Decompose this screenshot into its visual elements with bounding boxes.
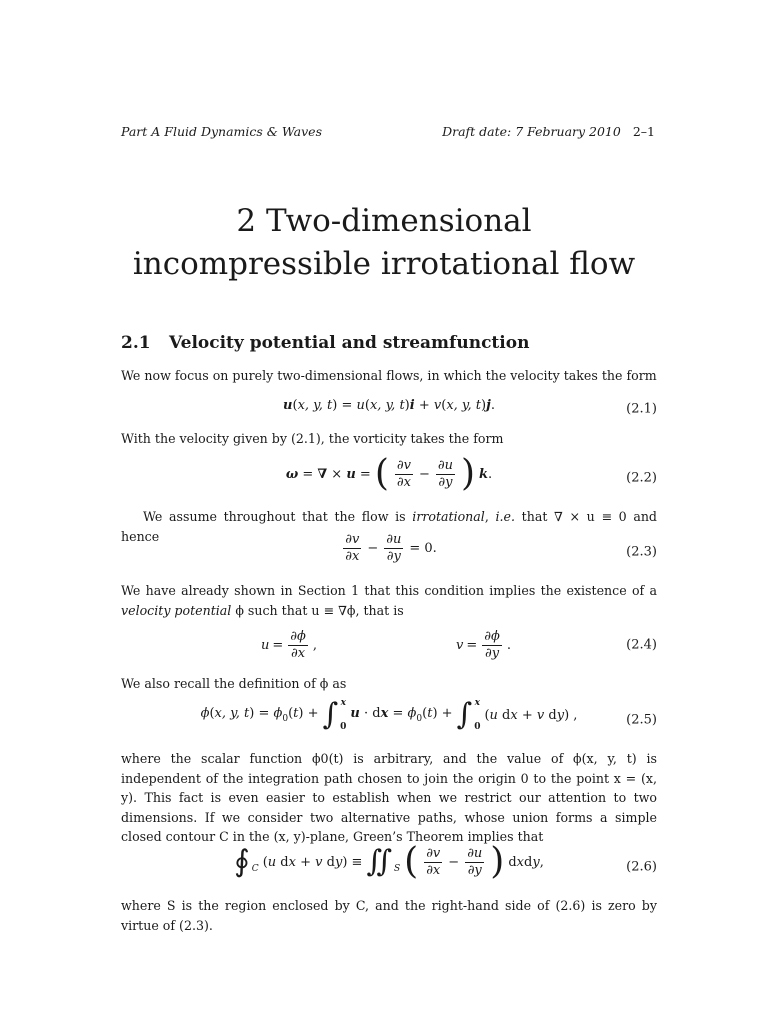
equation-2-3-tag: (2.3): [626, 544, 657, 560]
equation-2-4-u: u = $\frac{\partial\phi}{\partial x}$ ,: [261, 628, 318, 661]
paragraph-4: We have already shown in Section 1 that this condition implies the existence of a velocity potential ϕ such that u ≡ ∇ϕ, that is: [121, 583, 657, 618]
header-course-title: Part A Fluid Dynamics & Waves: [121, 124, 322, 139]
equation-2-1-tag: (2.1): [626, 401, 657, 417]
chapter-title-line-1: 2 Two-dimensional: [236, 203, 532, 239]
page-number: 2–1: [632, 124, 655, 139]
running-header: [121, 124, 655, 139]
paragraph-3: We assume throughout that the flow is irrotational, i.e. that ∇ × u ≡ 0 and hence: [121, 509, 657, 544]
equation-2-6-tag: (2.6): [626, 859, 657, 875]
paragraph-2: With the velocity given by (2.1), the vorticity takes the form: [121, 431, 504, 446]
equation-2-4: [121, 625, 657, 665]
paragraph-7: where S is the region enclosed by C, and the right-hand side of (2.6) is zero by virtue of (2.3).: [121, 898, 657, 933]
paragraph-1: We now focus on purely two-dimensional flows, in which the velocity takes the form: [121, 368, 657, 383]
equation-2-5-tag: (2.5): [626, 712, 657, 728]
equation-2-6-body: ∮ C (u dx + v dy) ≡ ∬ S ( $\frac{\partial v}{\partial x}$ − $\frac{\partial u}{\partial y}$ ) dxdy,: [234, 841, 544, 882]
equation-2-1: [121, 398, 657, 420]
equation-2-4-v: v = $\frac{\partial\phi}{\partial y}$ .: [456, 628, 512, 661]
equation-2-2-body: ω = ∇ × u = ( $\frac{\partial v}{\partial x}$ − $\frac{\partial u}{\partial y}$ ) k.: [285, 453, 493, 494]
paragraph-6: where the scalar function ϕ0(t) is arbitrary, and the value of ϕ(x, y, t) is independent of the integration path chosen to join the origin 0 to the point x = (x, y). This fact is even easier to establish when we restrict our attention to two dimensions. If we consider two alternative paths, whose union forms a simple closed contour C in the (x, y)-plane, Green’s Theorem implies that: [121, 751, 657, 844]
equation-2-1-body: u(x, y, t) = u(x, y, t)i + v(x, y, t)j.: [283, 398, 495, 413]
equation-2-5-body: ϕ(x, y, $t) = \phi_0(t)$ + ∫ x 0 u · dx = $\phi_0(t)$ + ∫ x 0 (u dx + v dy) ,: [200, 697, 578, 732]
section-heading: [121, 333, 529, 353]
equation-2-5: [121, 698, 657, 742]
section-number: 2.1: [121, 333, 151, 353]
equation-2-2: [121, 453, 657, 500]
section-title: Velocity potential and streamfunction: [169, 333, 530, 353]
chapter-title: [0, 200, 768, 286]
equation-2-4-tag: (2.4): [626, 637, 657, 653]
equation-2-3-body: $\frac{\partial v}{\partial x}$ − $\frac{\partial u}{\partial y}$ = 0.: [345, 532, 437, 564]
chapter-title-line-2: incompressible irrotational flow: [132, 246, 636, 282]
equation-2-6: [121, 841, 657, 890]
equation-2-2-tag: (2.2): [626, 470, 657, 486]
equation-2-3: [121, 532, 657, 572]
header-draft-date: Draft date: 7 February 2010 2–1: [442, 124, 655, 139]
paragraph-5: We also recall the definition of ϕ as: [121, 676, 347, 691]
